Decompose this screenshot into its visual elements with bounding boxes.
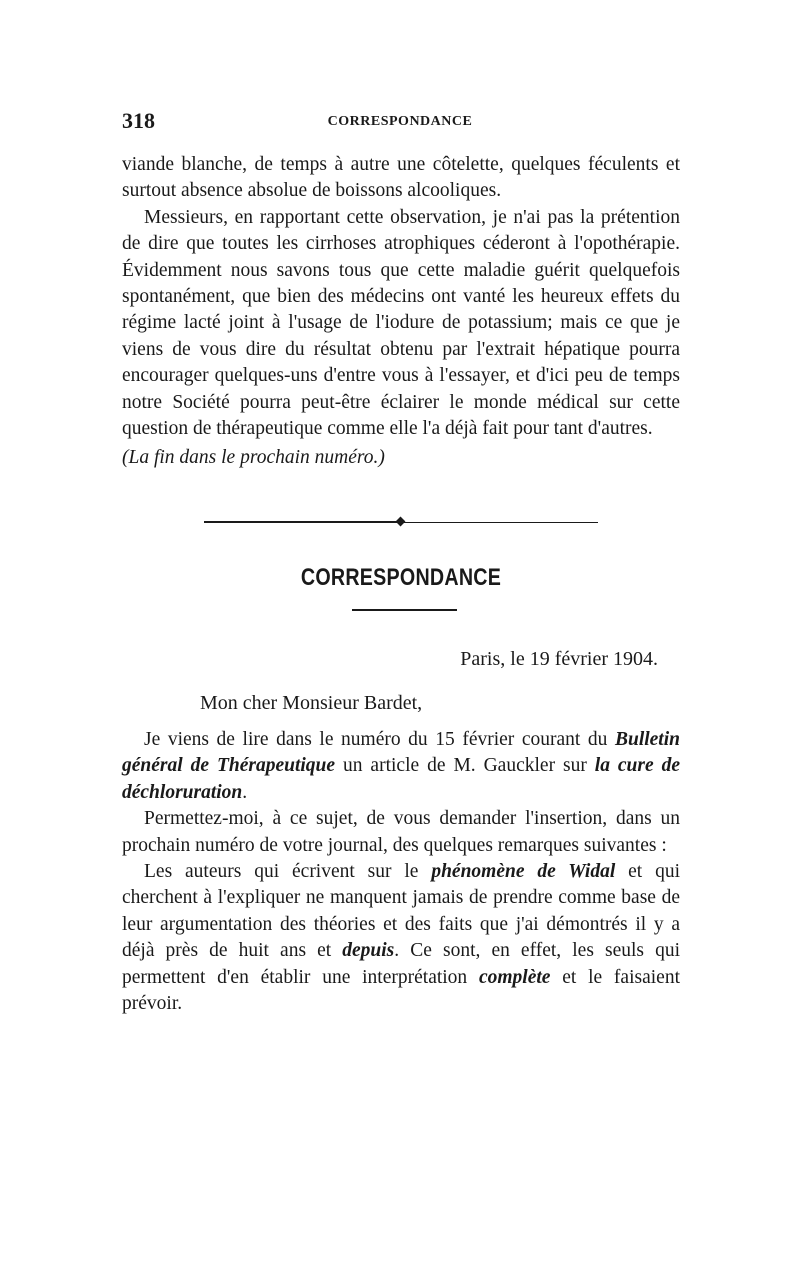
text-run: et le faisaient prévoir. xyxy=(122,966,680,1015)
section-divider xyxy=(204,517,598,527)
continuation-note: (La fin dans le prochain numéro.) xyxy=(122,447,385,469)
title-underline xyxy=(352,609,457,611)
emphasis-widal: phénomène de Widal xyxy=(431,861,616,883)
closing-paragraph: Messieurs, en rapportant cette observation, je n'ai pas la prétention de dire que toutes les cirrhoses atrophiques céderont à l'opothérapie. Évidemment nous savons tous que cette maladie guérit quelquefois spontanément, que bien des médecins ont vanté les heureux effets du régime lacté joint à l'usage de l'iodure de potassium; mais ce que je viens de vous dire du résultat obtenu par l'extrait hépatique pourra encourager quelques-uns d'entre vous à l'essayer, et d'ici peu de temps notre Société pourra peut-être éclairer le monde médical sur cette question de thérapeutique comme elle l'a déjà fait pour tant d'autres. xyxy=(122,206,680,440)
text-run: Je viens de lire dans le numéro du 15 février courant du xyxy=(144,729,615,750)
text-run: un article de M. Gauckler sur xyxy=(335,755,595,777)
text-run: . xyxy=(242,781,248,803)
continued-paragraph: viande blanche, de temps à autre une côtelette, quelques féculents et surtout absence absolue de boissons alcooliques. xyxy=(122,154,680,202)
letter-paragraph-2: Permettez-moi, à ce sujet, de vous demander l'insertion, dans un prochain numéro de votre journal, des quelques remarques suivantes : xyxy=(122,808,680,856)
text-run: Les auteurs qui écrivent sur le xyxy=(144,861,432,883)
letter-dateline: Paris, le 19 février 1904. xyxy=(460,648,658,670)
article-conclusion xyxy=(122,152,680,472)
page-number: 318 xyxy=(122,108,155,133)
letter-body xyxy=(122,727,680,1017)
letter-paragraph-3 xyxy=(122,859,680,1017)
section-title: CORRESPONDANCE xyxy=(300,564,502,591)
text-run: . Ce sont, en effet, les seuls qui permettent d'en établir une interprétation xyxy=(122,940,680,988)
divider-line-left xyxy=(204,521,398,523)
page-header xyxy=(122,108,678,138)
running-head: CORRESPONDANCE xyxy=(327,114,473,129)
text-run: et qui cherchent à l'expliquer ne manquent jamais de prendre comme base de leur argumentation des théories et des faits que j'ai démontrés il y a déjà près de huit ans et xyxy=(122,861,680,962)
journal-title: Bulletin général de Thérapeutique xyxy=(122,729,680,777)
letter-salutation: Mon cher Monsieur Bardet, xyxy=(200,692,423,714)
emphasis-depuis: depuis xyxy=(342,940,395,962)
emphasis-complete: complète xyxy=(478,966,551,988)
divider-line-right xyxy=(404,522,598,523)
article-subject: la cure de déchloruration xyxy=(122,755,680,803)
letter-paragraph-1 xyxy=(122,727,680,806)
